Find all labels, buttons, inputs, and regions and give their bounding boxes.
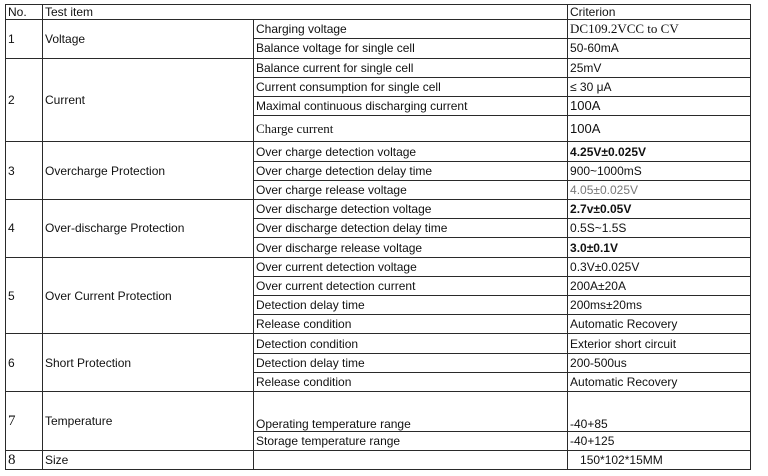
criterion-value: 0.5S~1.5S xyxy=(568,219,751,238)
criterion-value: 4.25V±0.025V xyxy=(568,142,751,161)
test-item: Over charge release voltage xyxy=(254,180,568,199)
test-item: Charge current xyxy=(254,116,568,142)
criterion-value: Automatic Recovery xyxy=(568,315,751,334)
header-criterion: Criterion xyxy=(568,5,751,20)
test-item: Detection delay time xyxy=(254,353,568,372)
criterion-value: 100A xyxy=(568,116,751,142)
header-test-item: Test item xyxy=(43,5,568,20)
category-label: Size xyxy=(43,450,254,469)
row-number: 8 xyxy=(6,450,43,469)
test-item: Current consumption for single cell xyxy=(254,77,568,96)
criterion-value: 4.05±0.025V xyxy=(568,180,751,199)
category-label: Current xyxy=(43,58,254,142)
table-row xyxy=(6,200,751,219)
row-number: 1 xyxy=(6,20,43,58)
spec-table xyxy=(5,4,751,470)
category-label: Over Current Protection xyxy=(43,257,254,334)
table-row xyxy=(6,450,751,469)
category-label: Voltage xyxy=(43,20,254,58)
test-item: Release condition xyxy=(254,315,568,334)
category-label: Temperature xyxy=(43,392,254,451)
test-item: Over charge detection delay time xyxy=(254,161,568,180)
header-no: No. xyxy=(6,5,43,20)
category-label: Short Protection xyxy=(43,334,254,392)
test-item: Over discharge detection voltage xyxy=(254,200,568,219)
table-row xyxy=(6,334,751,353)
criterion-value: 0.3V±0.025V xyxy=(568,257,751,276)
header-row xyxy=(6,5,751,20)
criterion-value: 100A xyxy=(568,96,751,115)
test-item: Balance voltage for single cell xyxy=(254,39,568,58)
criterion-value: 900~1000mS xyxy=(568,161,751,180)
table-row xyxy=(6,58,751,77)
criterion-value: Automatic Recovery xyxy=(568,372,751,391)
test-item: Detection delay time xyxy=(254,296,568,315)
criterion-value: DC109.2VCC to CV xyxy=(568,20,751,39)
table-row xyxy=(6,392,751,431)
test-item: Balance current for single cell xyxy=(254,58,568,77)
criterion-value: Exterior short circuit xyxy=(568,334,751,353)
criterion-value: 25mV xyxy=(568,58,751,77)
test-item: Over current detection voltage xyxy=(254,257,568,276)
criterion-value: 2.7v±0.05V xyxy=(568,200,751,219)
test-item: Maximal continuous discharging current xyxy=(254,96,568,115)
category-label: Overcharge Protection xyxy=(43,142,254,200)
criterion-value: ≤ 30 μA xyxy=(568,77,751,96)
criterion-value: 200A±20A xyxy=(568,276,751,295)
test-item: Over current detection current xyxy=(254,276,568,295)
row-number: 3 xyxy=(6,142,43,200)
table-row xyxy=(6,142,751,161)
table-row xyxy=(6,20,751,39)
test-item: Over discharge detection delay time xyxy=(254,219,568,238)
test-item xyxy=(254,450,568,469)
criterion-value: -40+85 xyxy=(568,392,751,431)
test-item: Operating temperature range xyxy=(254,392,568,431)
row-number: 6 xyxy=(6,334,43,392)
test-item: Release condition xyxy=(254,372,568,391)
criterion-value: 150*102*15MM xyxy=(568,450,751,469)
criterion-value: 3.0±0.1V xyxy=(568,238,751,257)
criterion-value: 50-60mA xyxy=(568,39,751,58)
row-number: 2 xyxy=(6,58,43,142)
test-item: Over discharge release voltage xyxy=(254,238,568,257)
test-item: Over charge detection voltage xyxy=(254,142,568,161)
category-label: Over-discharge Protection xyxy=(43,200,254,258)
test-item: Storage temperature range xyxy=(254,431,568,450)
criterion-value: -40+125 xyxy=(568,431,751,450)
row-number: 5 xyxy=(6,257,43,334)
row-number: 4 xyxy=(6,200,43,258)
table-row xyxy=(6,257,751,276)
criterion-value: 200ms±20ms xyxy=(568,296,751,315)
row-number: 7 xyxy=(6,392,43,451)
test-item: Charging voltage xyxy=(254,20,568,39)
test-item: Detection condition xyxy=(254,334,568,353)
criterion-value: 200-500us xyxy=(568,353,751,372)
